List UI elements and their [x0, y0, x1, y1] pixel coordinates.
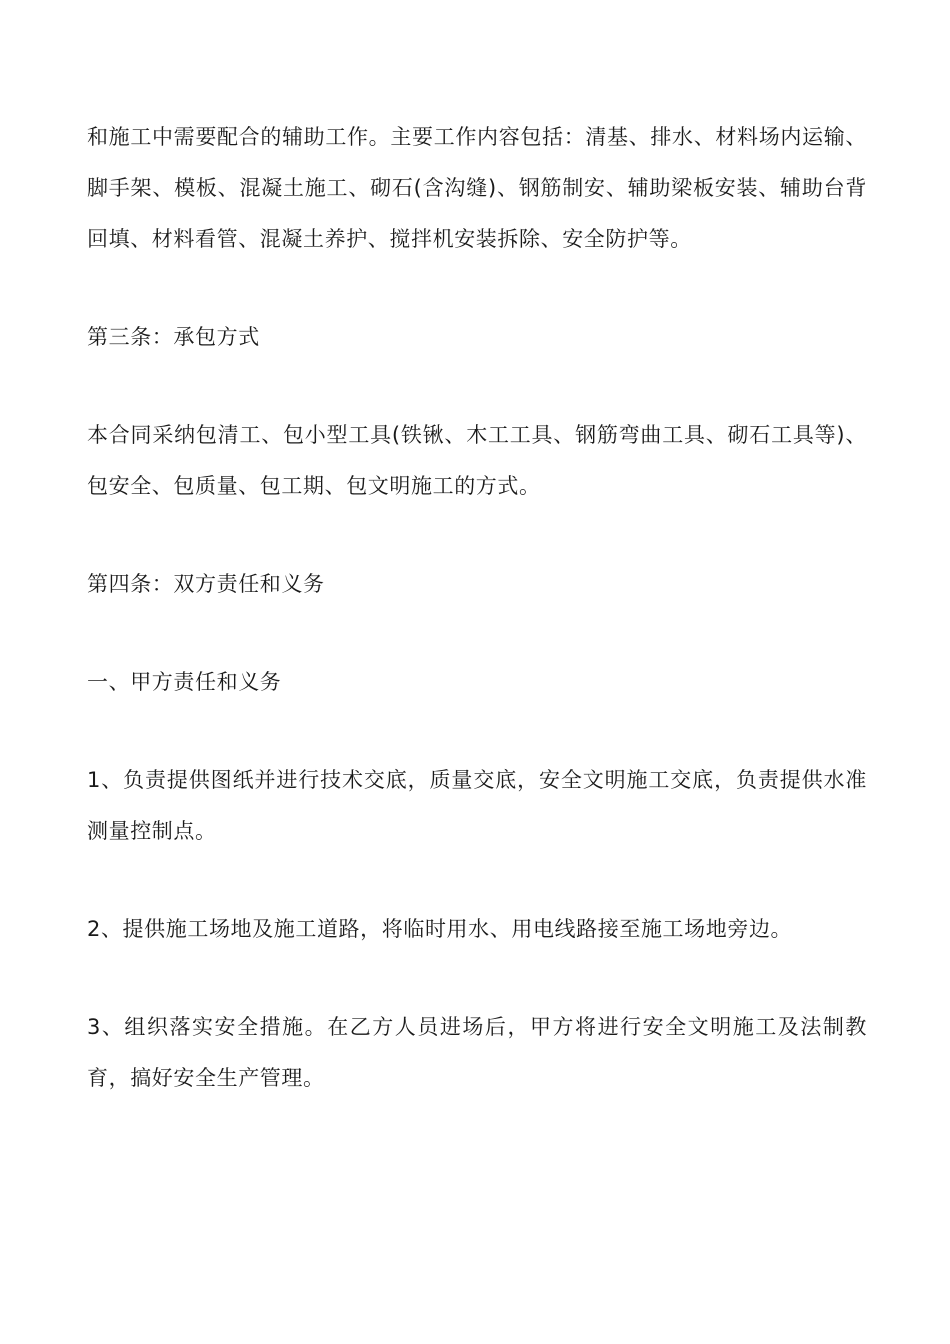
- paragraph-contract-method: 本合同采纳包清工、包小型工具(铁锹、木工工具、钢筋弯曲工具、砌石工具等)、包安全、包质量、包工期、包文明施工的方式。: [87, 423, 867, 498]
- list-item-1: 1、负责提供图纸并进行技术交底，质量交底，安全文明施工交底，负责提供水准测量控制点。: [87, 768, 867, 843]
- list-item-2: 2、提供施工场地及施工道路，将临时用水、用电线路接至施工场地旁边。: [87, 917, 793, 941]
- document-body: [87, 112, 867, 1151]
- heading-party-a-duties: 一、甲方责任和义务: [87, 670, 282, 694]
- heading-article-3: 第三条：承包方式: [87, 325, 260, 349]
- list-item-3: 3、组织落实安全措施。在乙方人员进场后，甲方将进行安全文明施工及法制教育，搞好安全生产管理。: [87, 1015, 867, 1090]
- heading-article-4: 第四条：双方责任和义务: [87, 572, 325, 596]
- paragraph-work-content: 和施工中需要配合的辅助工作。主要工作内容包括：清基、排水、材料场内运输、脚手架、模板、混凝土施工、砌石(含沟缝)、钢筋制安、辅助梁板安装、辅助台背回填、材料看管、混凝土养护、搅拌机安装拆除、安全防护等。: [87, 125, 867, 251]
